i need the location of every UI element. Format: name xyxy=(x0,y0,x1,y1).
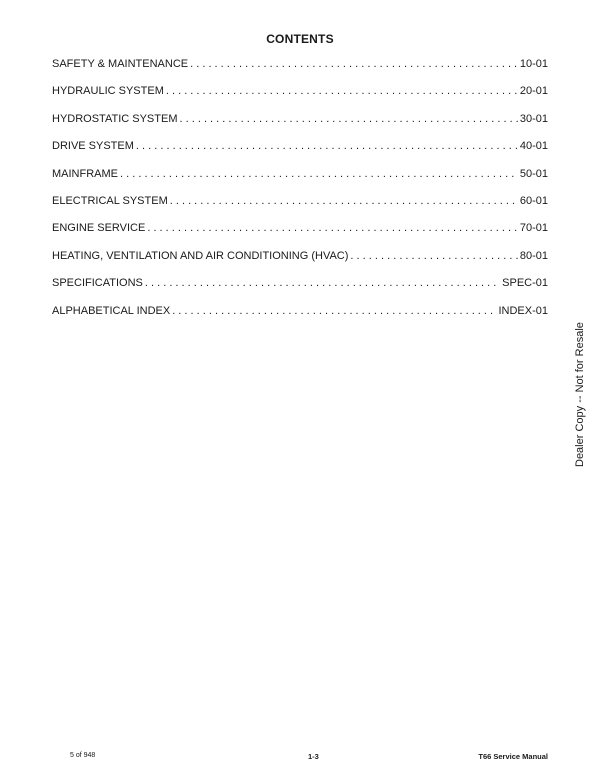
toc-entry-page: 70-01 xyxy=(519,222,548,235)
toc-entry-drive-system[interactable] xyxy=(52,140,548,167)
toc-entry-label: ELECTRICAL SYSTEM xyxy=(52,194,168,207)
toc-entry-page: 10-01 xyxy=(519,58,548,70)
toc-entry-safety-maintenance[interactable] xyxy=(52,58,548,85)
page-footer xyxy=(70,752,548,764)
toc-entry-page: 50-01 xyxy=(519,167,548,180)
toc-entry-label: HEATING, VENTILATION AND AIR CONDITIONING (HVAC) xyxy=(52,249,349,262)
footer-page-number: 1-3 xyxy=(308,752,319,761)
toc-dot-leader xyxy=(180,113,518,125)
dealer-copy-watermark: Dealer Copy -- Not for Resale xyxy=(574,322,586,467)
toc-entry-mainframe[interactable] xyxy=(52,168,548,195)
toc-entry-page: INDEX-01 xyxy=(498,304,548,317)
toc-entry-page: 20-01 xyxy=(519,85,548,98)
toc-entry-page: 60-01 xyxy=(519,194,548,207)
toc-dot-leader xyxy=(350,250,517,262)
toc-entry-label: ALPHABETICAL INDEX xyxy=(52,304,171,317)
toc-dot-leader xyxy=(190,58,518,70)
toc-entry-engine-service[interactable] xyxy=(52,222,548,249)
toc-dot-leader xyxy=(172,305,496,317)
toc-dot-leader xyxy=(166,85,518,97)
toc-entry-page: 80-01 xyxy=(519,249,548,262)
toc-entry-label: SAFETY & MAINTENANCE xyxy=(52,58,189,70)
toc-entry-label: HYDRAULIC SYSTEM xyxy=(52,85,164,98)
table-of-contents xyxy=(52,58,548,332)
toc-entry-hydraulic-system[interactable] xyxy=(52,85,548,112)
page-title: CONTENTS xyxy=(266,32,334,46)
toc-entry-label: ENGINE SERVICE xyxy=(52,222,146,235)
toc-entry-label: DRIVE SYSTEM xyxy=(52,140,134,153)
toc-entry-label: SPECIFICATIONS xyxy=(52,277,143,290)
footer-page-count: 5 of 948 xyxy=(70,752,96,759)
toc-entry-hydrostatic-system[interactable] xyxy=(52,113,548,140)
toc-entry-page: SPEC-01 xyxy=(502,277,548,290)
toc-entry-hvac[interactable] xyxy=(52,250,548,277)
toc-entry-page: 40-01 xyxy=(519,140,548,153)
toc-entry-label: MAINFRAME xyxy=(52,167,118,180)
toc-entry-alphabetical-index[interactable] xyxy=(52,305,548,332)
toc-entry-page: 30-01 xyxy=(519,112,548,125)
toc-entry-label: HYDROSTATIC SYSTEM xyxy=(52,112,178,125)
toc-dot-leader xyxy=(145,277,500,289)
toc-dot-leader xyxy=(120,168,518,180)
toc-entry-specifications[interactable] xyxy=(52,277,548,304)
toc-dot-leader xyxy=(136,140,518,152)
footer-manual-title: T66 Service Manual xyxy=(478,752,548,761)
toc-dot-leader xyxy=(170,195,518,207)
toc-entry-electrical-system[interactable] xyxy=(52,195,548,222)
toc-dot-leader xyxy=(147,222,518,234)
